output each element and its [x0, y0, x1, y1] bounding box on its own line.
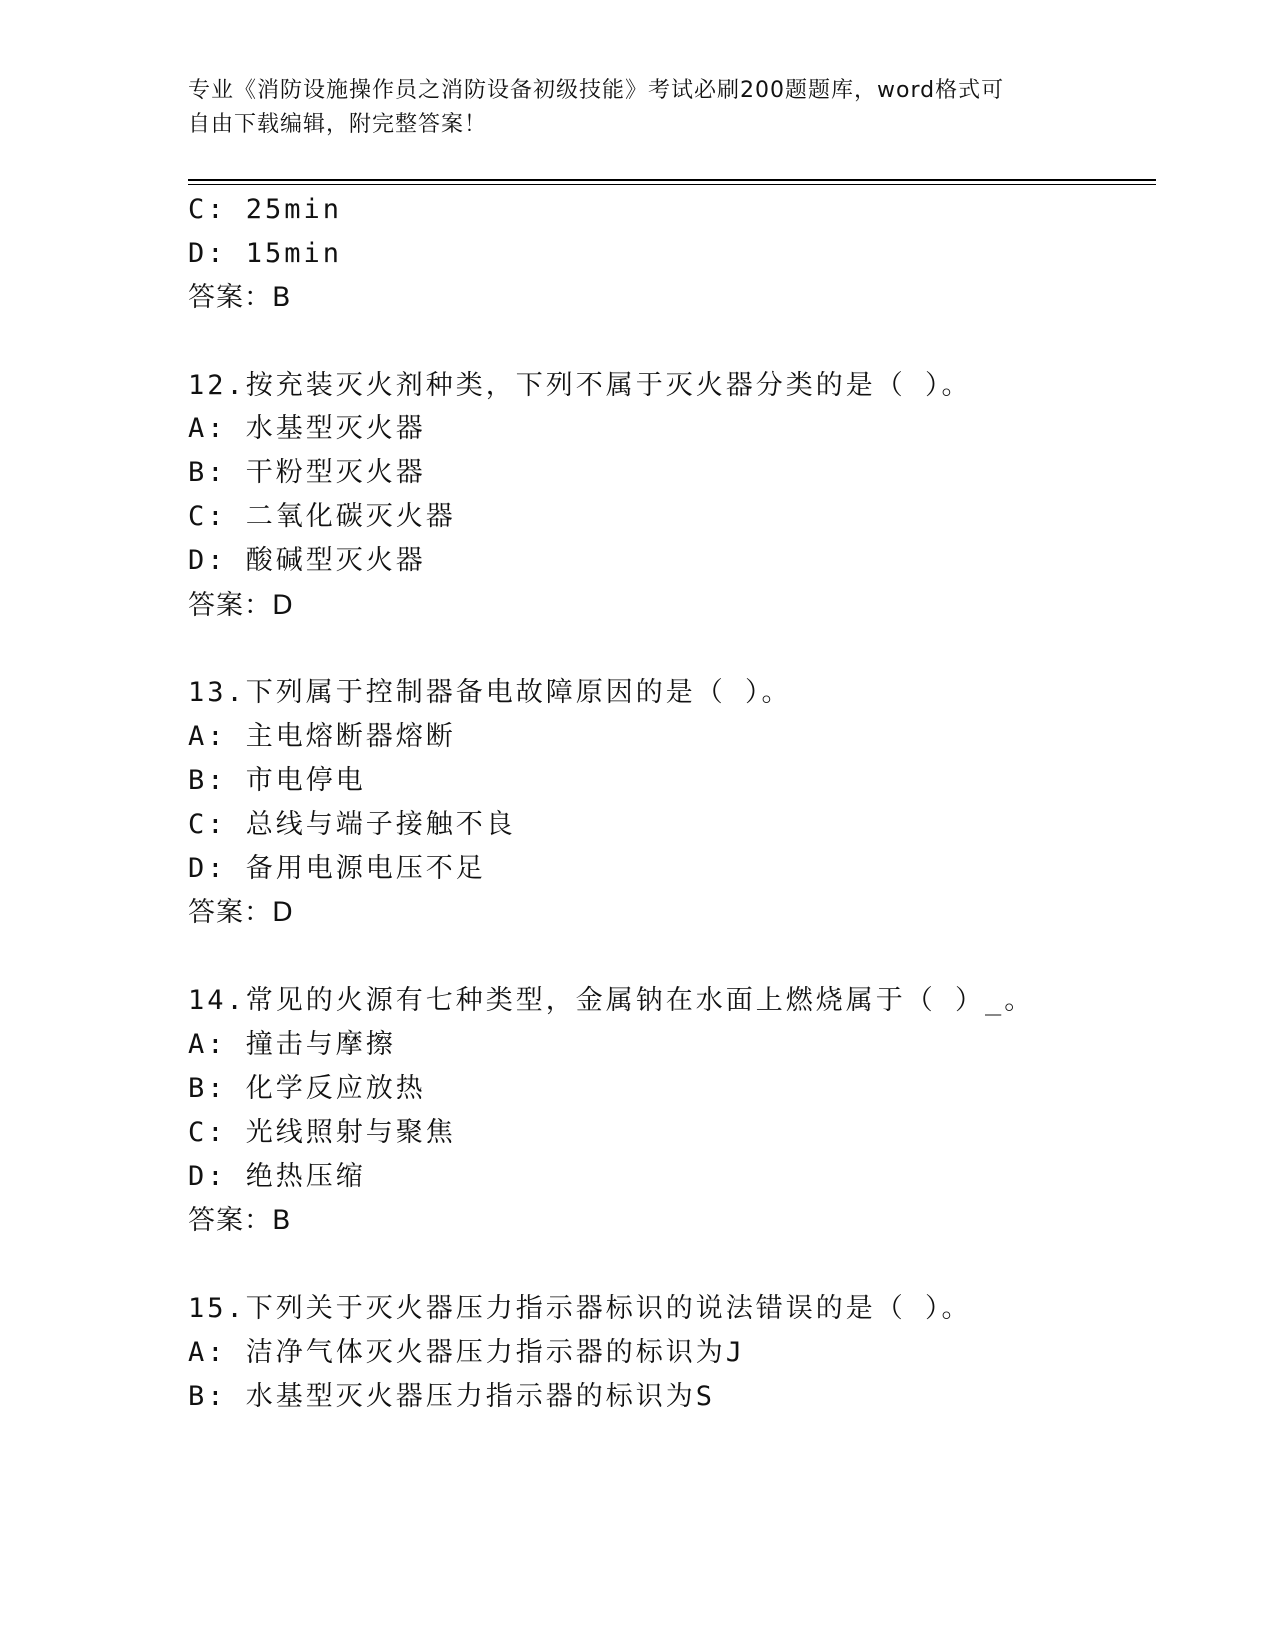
header-divider-thin — [188, 184, 1156, 185]
header-divider-thick — [188, 179, 1156, 181]
q14-stem: 14.常见的火源有七种类型，金属钠在水面上燃烧属于（ ）_。 — [188, 985, 1035, 1016]
q13-option-d: D: 备用电源电压不足 — [188, 853, 486, 884]
q11-option-c: C: 25min — [188, 194, 343, 225]
q14-option-c: C: 光线照射与聚焦 — [188, 1117, 456, 1148]
q12-option-a: A: 水基型灭火器 — [188, 413, 426, 444]
q12-stem: 12.按充装灭火剂种类，下列不属于灭火器分类的是（ ）。 — [188, 370, 972, 401]
header-line-2: 自由下载编辑，附完整答案！ — [188, 112, 488, 137]
header-line-1: 专业《消防设施操作员之消防设备初级技能》考试必刷200题题库，word格式可 — [188, 78, 1005, 103]
q12-option-b: B: 干粉型灭火器 — [188, 457, 426, 488]
q14-option-a: A: 撞击与摩擦 — [188, 1029, 396, 1060]
q13-option-c: C: 总线与端子接触不良 — [188, 809, 516, 840]
q15-stem: 15.下列关于灭火器压力指示器标识的说法错误的是（ ）。 — [188, 1293, 972, 1324]
q11-option-d: D: 15min — [188, 238, 343, 269]
q11-answer: 答案：B — [188, 282, 292, 313]
q13-answer: 答案：D — [188, 897, 294, 928]
q12-option-c: C: 二氧化碳灭火器 — [188, 501, 456, 532]
q13-option-b: B: 市电停电 — [188, 765, 366, 796]
q12-answer: 答案：D — [188, 590, 294, 621]
q14-answer: 答案：B — [188, 1205, 292, 1236]
q15-option-b: B: 水基型灭火器压力指示器的标识为S — [188, 1381, 716, 1412]
q15-option-a: A: 洁净气体灭火器压力指示器的标识为J — [188, 1337, 746, 1368]
q14-option-b: B: 化学反应放热 — [188, 1073, 426, 1104]
q13-stem: 13.下列属于控制器备电故障原因的是（ ）。 — [188, 677, 792, 708]
q13-option-a: A: 主电熔断器熔断 — [188, 721, 456, 752]
document-header — [188, 74, 1088, 142]
q12-option-d: D: 酸碱型灭火器 — [188, 545, 426, 576]
q14-option-d: D: 绝热压缩 — [188, 1161, 366, 1192]
